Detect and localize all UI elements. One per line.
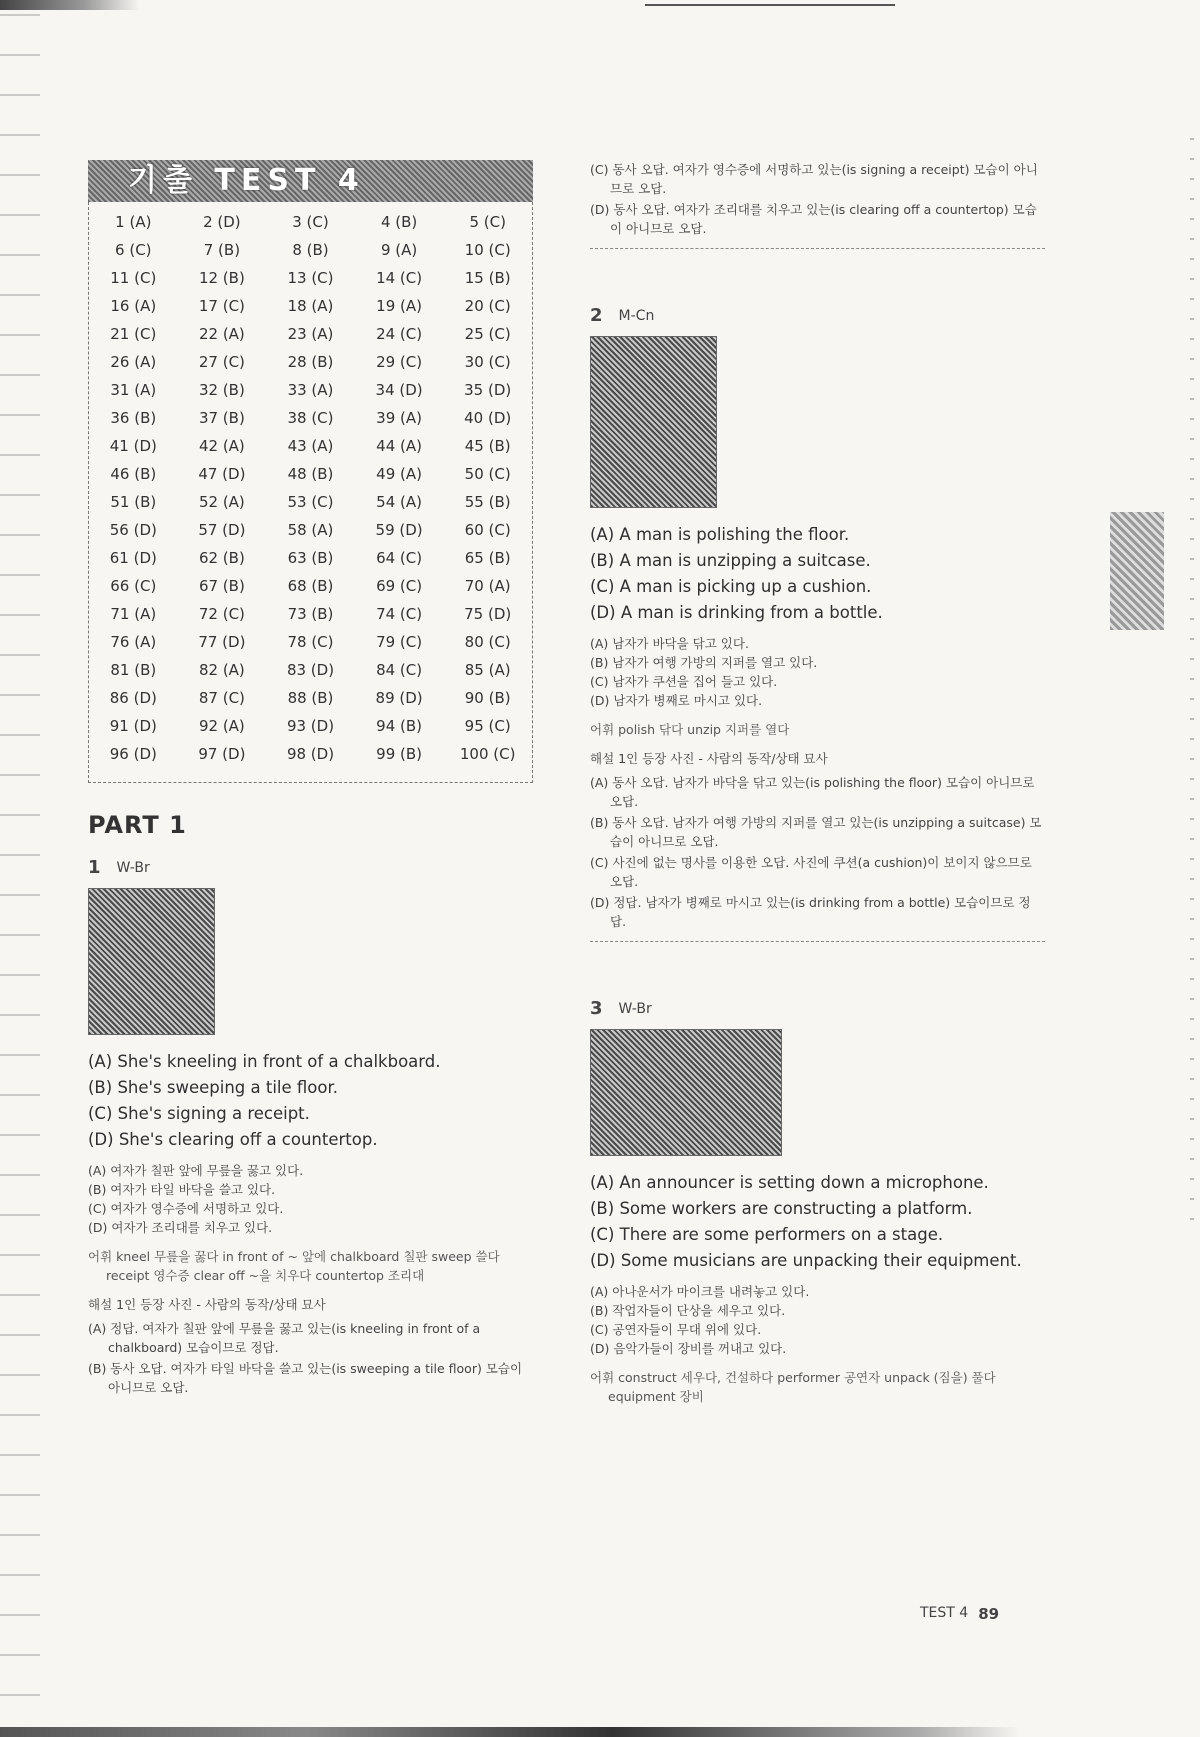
answer-cell: 69 (C) [376,577,423,595]
answer-cell: 50 (C) [464,465,511,483]
option-d: (D) A man is drinking from a bottle. [590,603,883,622]
scan-edge-right [1190,120,1194,1220]
test-title: 기출 TEST 4 [88,160,533,202]
answer-cell: 55 (B) [464,493,511,511]
answer-cell: 73 (B) [287,605,334,623]
answer-cell: 8 (B) [292,241,329,259]
answer-cell: 77 (D) [198,633,246,651]
option-a: (A) An announcer is setting down a microphone. [590,1173,989,1192]
answer-cell: 57 (D) [198,521,246,539]
page-number: 89 [978,1605,1000,1623]
answer-cell: 66 (C) [110,577,157,595]
answer-cell: 40 (D) [464,409,512,427]
answer-cell: 27 (C) [198,353,245,371]
answer-cell: 41 (D) [109,437,157,455]
answer-cell: 36 (B) [110,409,157,427]
question-photo [590,1029,782,1156]
answer-cell: 95 (C) [464,717,511,735]
answer-cell: 2 (D) [203,213,241,231]
continued-explanation [590,160,1045,238]
answer-cell: 20 (C) [464,297,511,315]
answer-cell: 56 (D) [109,521,157,539]
answer-cell: 29 (C) [376,353,423,371]
answer-cell: 31 (A) [110,381,157,399]
translation-c: (C) 남자가 쿠션을 집어 들고 있다. [590,674,778,689]
page-edge-tab [1110,512,1164,630]
english-options [88,1049,533,1153]
footer-test-label: TEST 4 [920,1605,969,1621]
answer-cell: 52 (A) [198,493,245,511]
answer-cell: 49 (A) [376,465,422,483]
explanation-list [88,1319,533,1397]
translation-a: (A) 아나운서가 마이크를 내려놓고 있다. [590,1284,810,1299]
option-c: (C) A man is picking up a cushion. [590,577,872,596]
answer-cell: 39 (A) [376,409,422,427]
answer-cell: 12 (B) [198,269,245,287]
option-b: (B) A man is unzipping a suitcase. [590,551,871,570]
answer-cell: 60 (C) [464,521,511,539]
answer-cell: 54 (A) [376,493,422,511]
explanation-c: (C) 동사 오답. 여자가 영수증에 서명하고 있는(is signing a receipt) 모습이 아니므로 오답. [590,162,1038,196]
translation-c: (C) 여자가 영수증에 서명하고 있다. [88,1201,284,1216]
answer-cell: 94 (B) [376,717,423,735]
vocabulary-note: 어휘 construct 세우다, 건설하다 performer 공연자 unpack (짐을) 풀다 equipment 장비 [590,1370,996,1404]
translation-b: (B) 작업자들이 단상을 세우고 있다. [590,1303,786,1318]
explanation-d: (D) 정답. 남자가 병째로 마시고 있는(is drinking from a bottle) 모습이므로 정답. [590,895,1031,929]
header-rule [645,4,895,6]
answer-cell: 45 (B) [464,437,511,455]
explanation-b: (B) 동사 오답. 여자가 타일 바닥을 쓸고 있는(is sweeping a tile floor) 모습이 아니므로 오답. [88,1361,523,1395]
option-b: (B) She's sweeping a tile floor. [88,1078,339,1097]
english-options [590,1170,1045,1274]
answer-cell: 34 (D) [375,381,423,399]
answer-cell: 85 (A) [464,661,511,679]
korean-options [88,1161,533,1237]
answer-cell: 89 (D) [375,689,423,707]
answer-cell: 3 (C) [292,213,329,231]
question-number: 1 [88,857,101,878]
translation-d: (D) 여자가 조리대를 치우고 있다. [88,1220,273,1235]
answer-cell: 70 (A) [464,577,511,595]
translation-d: (D) 남자가 병째로 마시고 있다. [590,693,763,708]
answer-cell: 68 (B) [287,577,334,595]
speaker-code: W-Br [618,1000,652,1017]
divider [590,248,1045,249]
answer-cell: 62 (B) [198,549,245,567]
answer-cell: 42 (A) [198,437,245,455]
answer-cell: 14 (C) [376,269,423,287]
answer-cell: 32 (B) [198,381,245,399]
explanation-b: (B) 동사 오답. 남자가 여행 가방의 지퍼를 열고 있는(is unzipping a suitcase) 모습이 아니므로 오답. [590,815,1042,849]
explanation-a: (A) 정답. 여자가 칠판 앞에 무릎을 꿇고 있는(is kneeling in front of a chalkboard) 모습이므로 정답. [88,1321,481,1355]
vocabulary-note: 어휘 kneel 무릎을 꿇다 in front of ~ 앞에 chalkboard 칠판 sweep 쓸다 receipt 영수증 clear off ~을 치우다 countertop 조리대 [88,1249,500,1283]
answer-cell: 18 (A) [287,297,334,315]
question-photo [590,336,717,508]
answer-cell: 22 (A) [198,325,245,343]
answer-cell: 65 (B) [464,549,511,567]
answer-cell: 75 (D) [464,605,512,623]
answer-cell: 64 (C) [376,549,423,567]
page-footer [920,1605,999,1623]
answer-cell: 61 (D) [109,549,157,567]
divider [590,941,1045,942]
translation-a: (A) 남자가 바닥을 닦고 있다. [590,636,749,651]
answer-cell: 79 (C) [376,633,423,651]
answer-cell: 74 (C) [376,605,423,623]
korean-options [590,634,1045,710]
answer-cell: 98 (D) [286,745,335,763]
option-a: (A) A man is polishing the floor. [590,525,850,544]
option-c: (C) There are some performers on a stage. [590,1225,944,1244]
answer-cell: 58 (A) [287,521,334,539]
answer-cell: 33 (A) [287,381,334,399]
explanation-c: (C) 사진에 없는 명사를 이용한 오답. 사진에 쿠션(a cushion)이 보이지 않으므로 오답. [590,855,1032,889]
answer-cell: 30 (C) [464,353,511,371]
question-number: 2 [590,305,603,326]
answer-cell: 63 (B) [287,549,334,567]
speaker-code: M-Cn [618,307,655,324]
scan-edge-left [0,0,40,1737]
answer-cell: 91 (D) [109,717,157,735]
answer-cell: 59 (D) [375,521,423,539]
right-column [590,160,1045,1406]
answer-cell: 93 (D) [286,717,335,735]
answer-cell: 67 (B) [198,577,245,595]
answer-cell: 90 (B) [464,689,511,707]
translation-b: (B) 남자가 여행 가방의 지퍼를 열고 있다. [590,655,818,670]
answer-cell: 72 (C) [198,605,245,623]
answer-cell: 15 (B) [464,269,511,287]
answer-cell: 82 (A) [198,661,245,679]
answer-cell: 87 (C) [198,689,245,707]
english-options [590,522,1045,626]
answer-cell: 13 (C) [287,269,334,287]
question-photo [88,888,215,1035]
speaker-code: W-Br [116,859,150,876]
vocabulary-note: 어휘 polish 닦다 unzip 지퍼를 열다 [590,722,790,737]
explanation-d: (D) 동사 오답. 여자가 조리대를 치우고 있는(is clearing off a countertop) 모습이 아니므로 오답. [590,202,1037,236]
question-header [88,857,533,878]
option-d: (D) She's clearing off a countertop. [88,1130,378,1149]
answer-cell: 46 (B) [110,465,157,483]
scan-edge-bottom [0,1727,1020,1737]
option-c: (C) She's signing a receipt. [88,1104,310,1123]
answer-cell: 21 (C) [110,325,157,343]
translation-a: (A) 여자가 칠판 앞에 무릎을 꿇고 있다. [88,1163,304,1178]
answer-cell: 9 (A) [380,241,418,259]
answer-cell: 76 (A) [110,633,157,651]
answer-cell: 86 (D) [109,689,157,707]
explanation-list [590,773,1045,931]
answer-cell: 38 (C) [287,409,334,427]
answer-cell: 97 (D) [198,745,246,763]
answer-cell: 44 (A) [376,437,422,455]
answer-cell: 96 (D) [109,745,157,763]
explanation-heading: 해설 1인 등장 사진 - 사람의 동작/상태 묘사 [88,1297,326,1312]
answer-cell: 81 (B) [110,661,157,679]
explanation-a: (A) 동사 오답. 남자가 바닥을 닦고 있는(is polishing the floor) 모습이 아니므로 오답. [590,775,1035,809]
answer-key-grid [88,202,533,783]
explanation-heading: 해설 1인 등장 사진 - 사람의 동작/상태 묘사 [590,751,828,766]
answer-cell: 78 (C) [287,633,334,651]
answer-cell: 43 (A) [287,437,334,455]
answer-cell: 48 (B) [287,465,334,483]
answer-cell: 7 (B) [203,241,241,259]
answer-cell: 5 (C) [469,213,506,231]
answer-cell: 71 (A) [110,605,157,623]
answer-cell: 37 (B) [198,409,245,427]
translation-c: (C) 공연자들이 무대 위에 있다. [590,1322,762,1337]
translation-b: (B) 여자가 타일 바닥을 쓸고 있다. [88,1182,276,1197]
answer-cell: 17 (C) [198,297,245,315]
option-a: (A) She's kneeling in front of a chalkboard. [88,1052,441,1071]
answer-cell: 80 (C) [464,633,511,651]
answer-cell: 1 (A) [115,213,152,231]
option-d: (D) Some musicians are unpacking their equipment. [590,1251,1022,1270]
answer-cell: 4 (B) [380,213,418,231]
answer-cell: 19 (A) [376,297,422,315]
answer-cell: 84 (C) [376,661,423,679]
answer-cell: 16 (A) [110,297,157,315]
answer-cell: 11 (C) [110,269,157,287]
left-column [88,160,533,1399]
question-number: 3 [590,998,603,1019]
answer-cell: 23 (A) [287,325,334,343]
answer-cell: 35 (D) [464,381,512,399]
answer-cell: 10 (C) [464,241,511,259]
option-b: (B) Some workers are constructing a platform. [590,1199,973,1218]
answer-cell: 92 (A) [198,717,245,735]
answer-cell: 26 (A) [110,353,157,371]
question-header [590,998,1045,1019]
answer-cell: 25 (C) [464,325,511,343]
part-heading: PART 1 [88,811,187,839]
answer-cell: 24 (C) [376,325,423,343]
answer-cell: 28 (B) [287,353,334,371]
korean-options [590,1282,1045,1358]
answer-cell: 83 (D) [286,661,335,679]
answer-cell: 53 (C) [287,493,334,511]
answer-cell: 99 (B) [376,745,423,763]
translation-d: (D) 음악가들이 장비를 꺼내고 있다. [590,1341,787,1356]
answer-cell: 6 (C) [115,241,152,259]
question-header [590,305,1045,326]
answer-cell: 51 (B) [110,493,157,511]
answer-cell: 88 (B) [287,689,334,707]
answer-cell: 100 (C) [459,745,516,763]
answer-cell: 47 (D) [198,465,246,483]
